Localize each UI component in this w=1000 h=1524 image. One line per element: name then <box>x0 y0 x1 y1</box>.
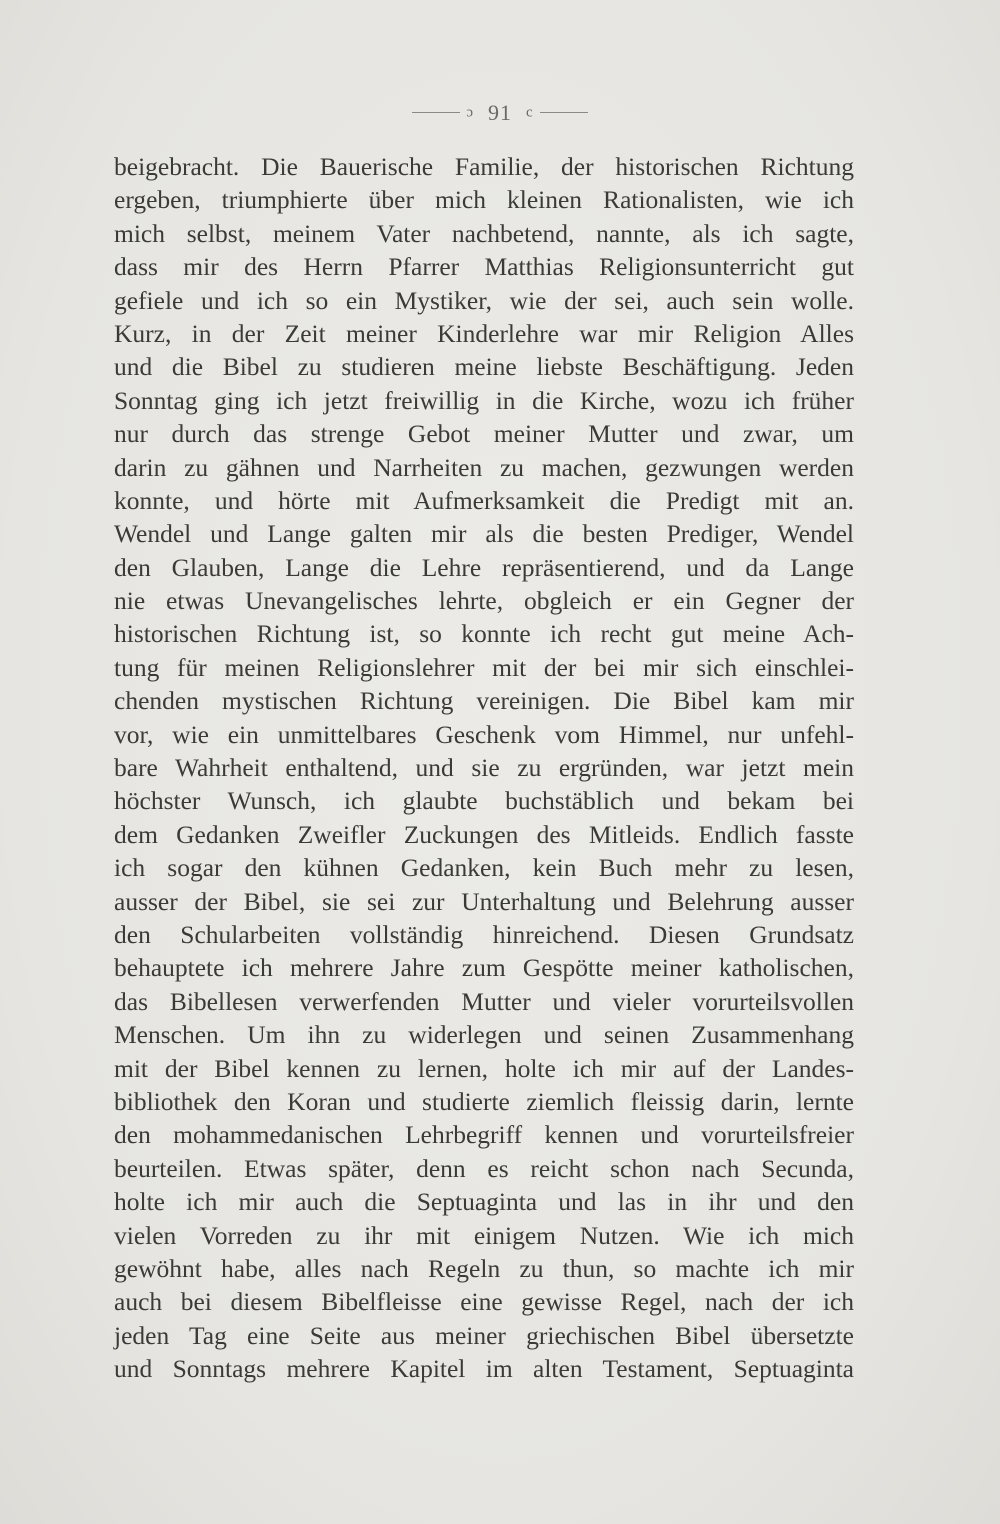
text-line: mit der Bibel kennen zu lernen, holte ich mir auf der Landes- <box>114 1053 854 1083</box>
body-text <box>114 150 854 1385</box>
text-line: chenden mystischen Richtung vereinigen. Die Bibel kam mir <box>114 686 854 716</box>
text-line: Kurz, in der Zeit meiner Kinderlehre war mir Religion Alles <box>114 318 854 348</box>
text-line: historischen Richtung ist, so konnte ich recht gut meine Ach- <box>114 619 854 649</box>
header-rule-left <box>412 112 460 113</box>
text-line: darin zu gähnen und Narrheiten zu machen, gezwungen werden <box>114 452 854 482</box>
text-line: den Glauben, Lange die Lehre repräsentierend, und da Lange <box>114 552 854 582</box>
text-line: bare Wahrheit enthaltend, und sie zu ergründen, war jetzt mein <box>114 753 854 783</box>
text-line: und die Bibel zu studieren meine liebste Beschäftigung. Jeden <box>114 352 854 382</box>
text-line: holte ich mir auch die Septuaginta und las in ihr und den <box>114 1187 854 1217</box>
text-line: behauptete ich mehrere Jahre zum Gespötte meiner katholischen, <box>114 953 854 983</box>
text-line: mich selbst, meinem Vater nachbetend, nannte, als ich sagte, <box>114 218 854 248</box>
text-line: ergeben, triumphierte über mich kleinen Rationalisten, wie ich <box>114 185 854 215</box>
header-ornament-left: ɔ <box>466 104 474 121</box>
text-line: höchster Wunsch, ich glaubte buchstäblich und bekam bei <box>114 786 854 816</box>
text-line: Menschen. Um ihn zu widerlegen und seinen Zusammenhang <box>114 1020 854 1050</box>
text-line: ausser der Bibel, sie sei zur Unterhaltung und Belehrung ausser <box>114 886 854 916</box>
text-line: ich sogar den kühnen Gedanken, kein Buch mehr zu lesen, <box>114 853 854 883</box>
text-line: Sonntag ging ich jetzt freiwillig in die Kirche, wozu ich früher <box>114 385 854 415</box>
running-header <box>0 98 1000 126</box>
text-line: nie etwas Unevangelisches lehrte, obgleich er ein Gegner der <box>114 586 854 616</box>
text-line: vor, wie ein unmittelbares Geschenk vom Himmel, nur unfehl- <box>114 719 854 749</box>
text-line: gefiele und ich so ein Mystiker, wie der sei, auch sein wolle. <box>114 285 854 315</box>
text-line: und Sonntags mehrere Kapitel im alten Testament, Septuaginta <box>114 1354 854 1384</box>
text-line: auch bei diesem Bibelfleisse eine gewisse Regel, nach der ich <box>114 1287 854 1317</box>
text-line: dem Gedanken Zweifler Zuckungen des Mitleids. Endlich fasste <box>114 819 854 849</box>
text-line: den Schularbeiten vollständig hinreichend. Diesen Grundsatz <box>114 919 854 949</box>
text-line: vielen Vorreden zu ihr mit einigem Nutzen. Wie ich mich <box>114 1220 854 1250</box>
text-line: tung für meinen Religionslehrer mit der bei mir sich einschlei- <box>114 652 854 682</box>
page-number: 91 <box>488 99 512 125</box>
text-line: gewöhnt habe, alles nach Regeln zu thun, so machte ich mir <box>114 1253 854 1283</box>
text-line: jeden Tag eine Seite aus meiner griechischen Bibel übersetzte <box>114 1320 854 1350</box>
header-ornament-right: c <box>526 104 534 121</box>
text-line: den mohammedanischen Lehrbegriff kennen und vorurteilsfreier <box>114 1120 854 1150</box>
text-line: beigebracht. Die Bauerische Familie, der historischen Richtung <box>114 152 854 181</box>
text-line: Wendel und Lange galten mir als die besten Prediger, Wendel <box>114 519 854 549</box>
text-line: dass mir des Herrn Pfarrer Matthias Religionsunterricht gut <box>114 252 854 282</box>
text-line: das Bibellesen verwerfenden Mutter und vieler vorurteilsvollen <box>114 986 854 1016</box>
text-line: bibliothek den Koran und studierte ziemlich fleissig darin, lernte <box>114 1086 854 1116</box>
header-rule-right <box>540 112 588 113</box>
text-line: beurteilen. Etwas später, denn es reicht schon nach Secunda, <box>114 1153 854 1183</box>
text-line: nur durch das strenge Gebot meiner Mutter und zwar, um <box>114 419 854 449</box>
text-line: konnte, und hörte mit Aufmerksamkeit die Predigt mit an. <box>114 485 854 515</box>
